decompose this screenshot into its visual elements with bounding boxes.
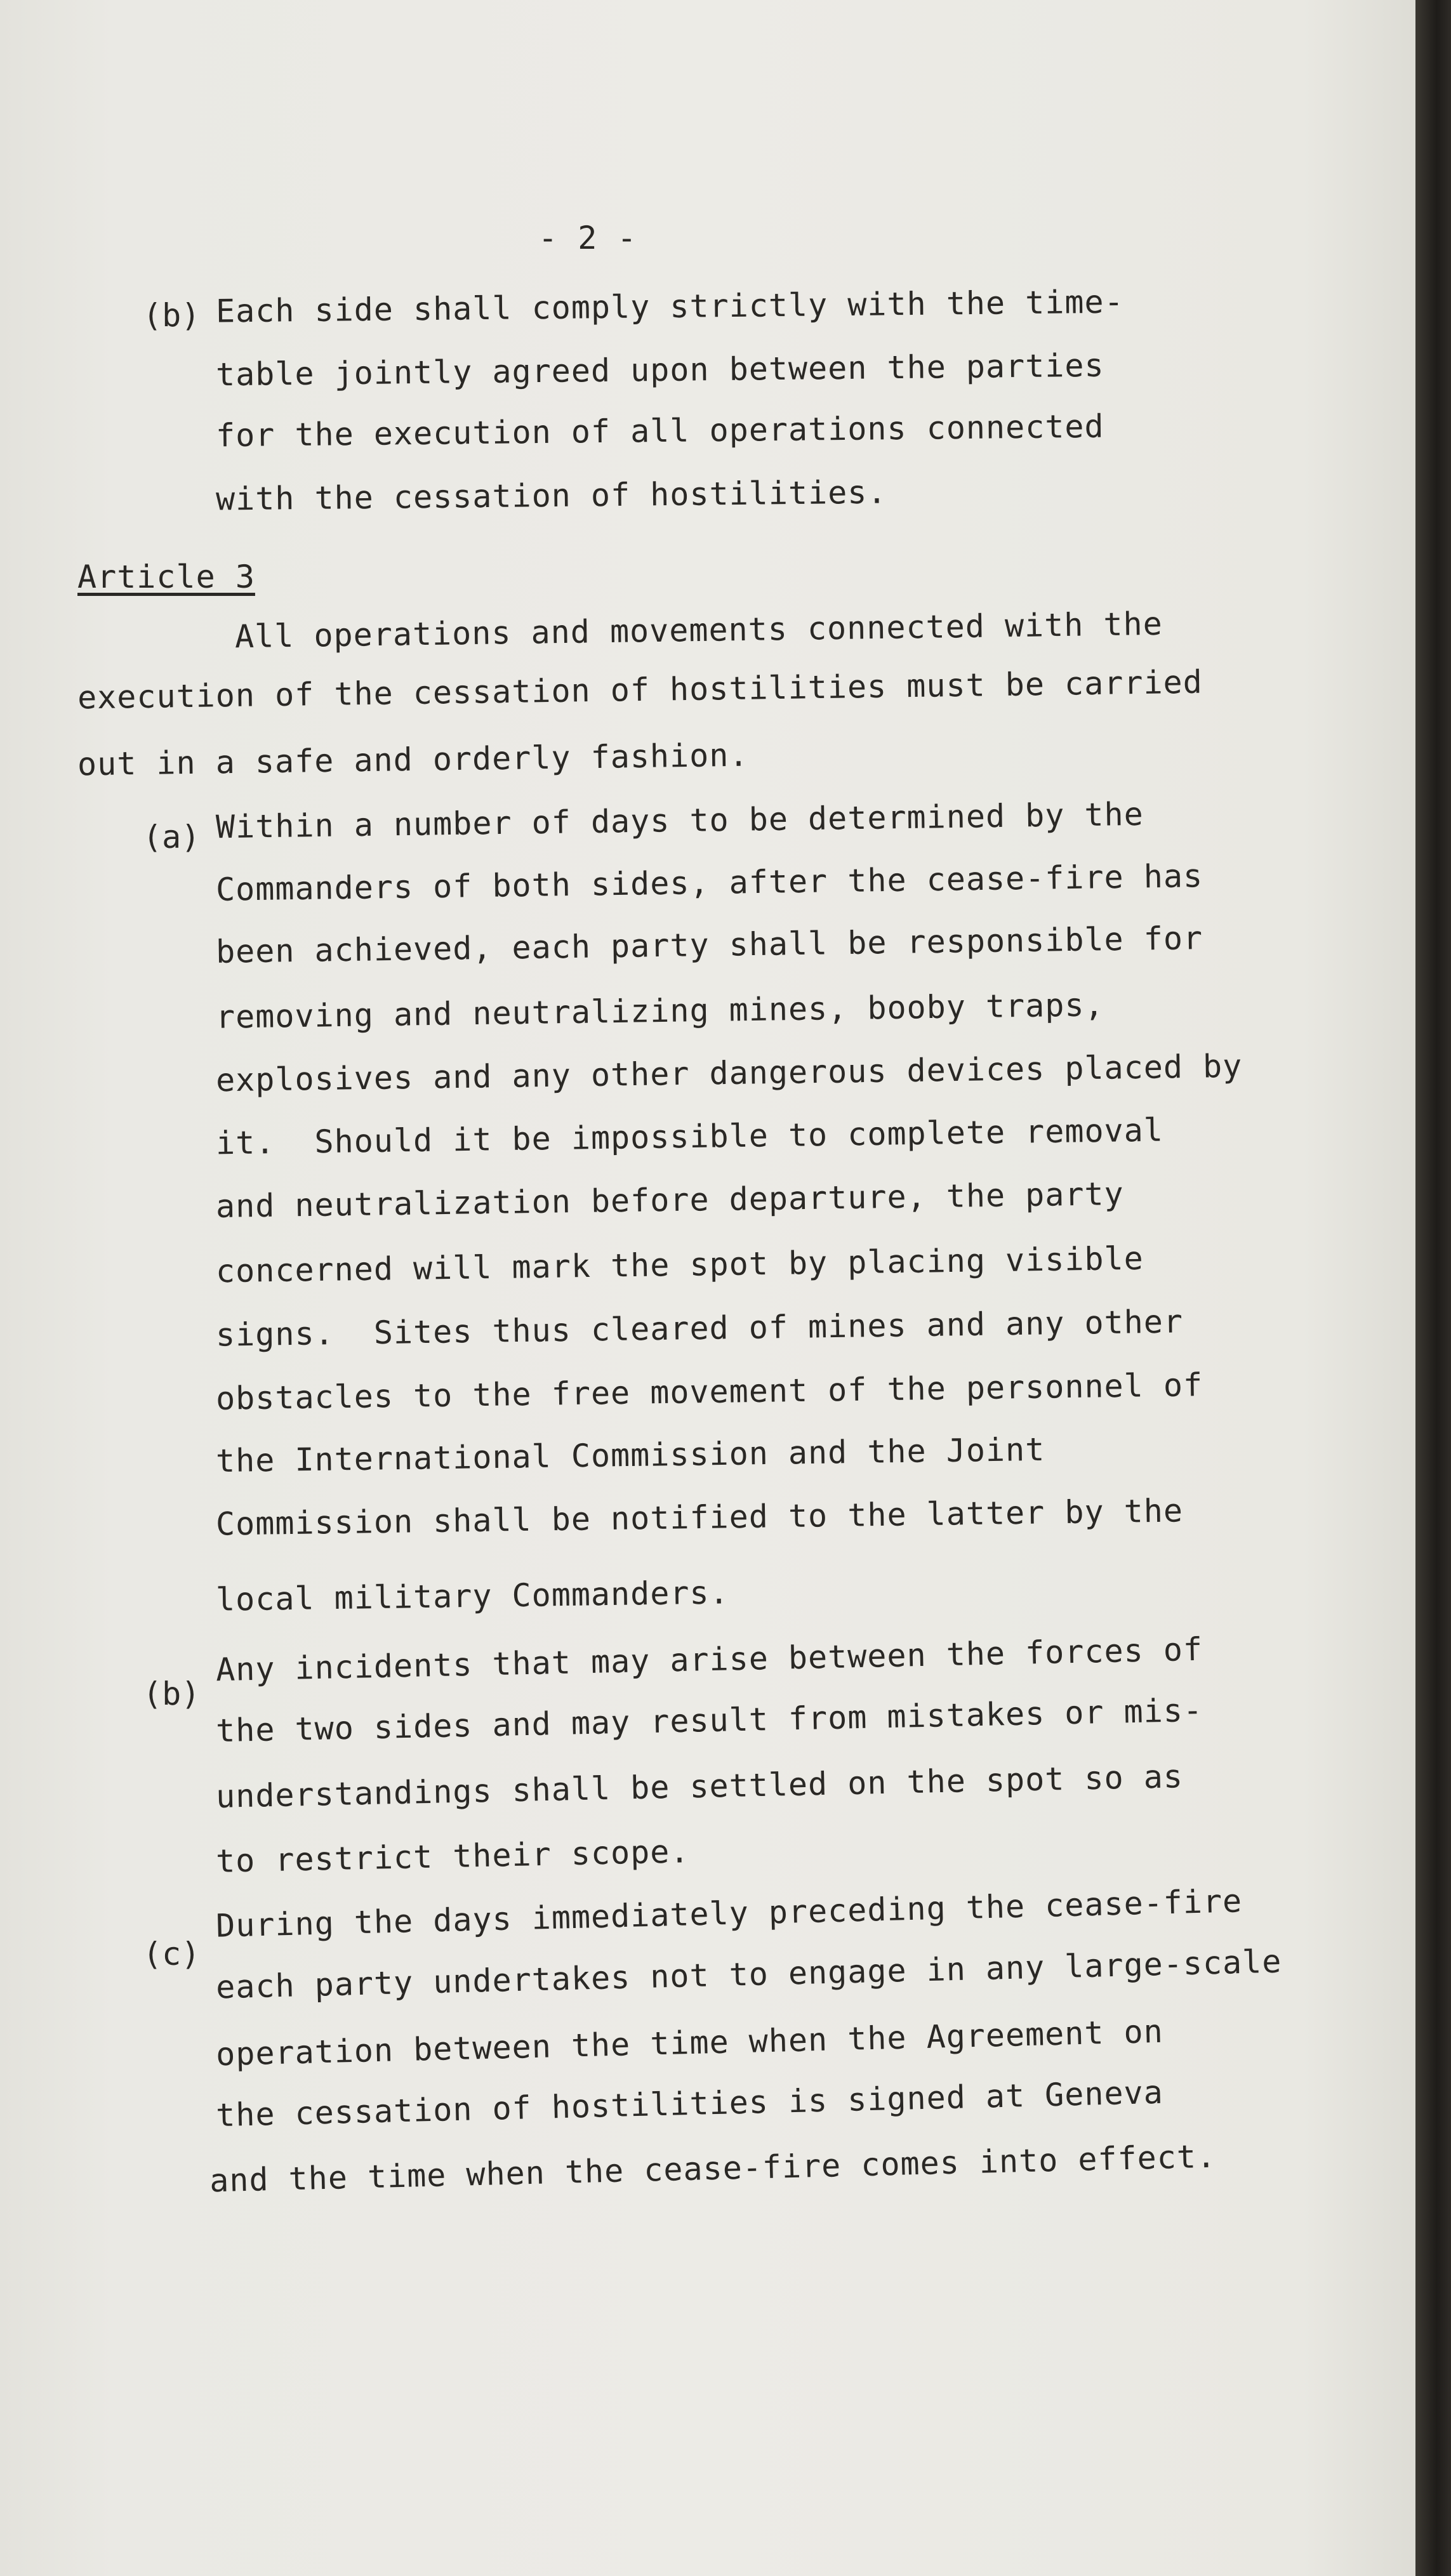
item-a-line: Within a number of days to be determined by the xyxy=(215,795,1144,846)
item-a-line: the International Commission and the Joint xyxy=(215,1430,1045,1480)
item-c-line: During the days immediately preceding the cease-fire xyxy=(215,1882,1243,1945)
article-intro-line: All operations and movements connected with the xyxy=(234,605,1163,656)
item-a-marker: (a) xyxy=(143,819,201,855)
item-a-line: been achieved, each party shall be responsible for xyxy=(215,920,1203,970)
para-b-line: table jointly agreed upon between the parties xyxy=(215,347,1104,393)
item-c-marker: (c) xyxy=(143,1936,201,1972)
item-b-line: the two sides and may result from mistakes or mis- xyxy=(215,1691,1203,1750)
item-b-line: understandings shall be settled on the spot so as xyxy=(215,1758,1184,1815)
item-a-line: obstacles to the free movement of the personnel of xyxy=(215,1366,1203,1417)
article-intro-line: execution of the cessation of hostilities must be carried xyxy=(77,663,1203,717)
item-b-marker: (b) xyxy=(143,1675,201,1712)
item-a-line: it. Should it be impossible to complete removal xyxy=(215,1111,1164,1162)
page-edge-shadow xyxy=(1415,0,1451,2576)
item-b-line: Any incidents that may arise between the forces of xyxy=(215,1630,1203,1689)
item-c-line: the cessation of hostilities is signed at Geneva xyxy=(215,2073,1164,2134)
para-b-marker: (b) xyxy=(143,297,201,334)
para-b-line: Each side shall comply strictly with the time- xyxy=(215,283,1124,330)
item-a-line: Commanders of both sides, after the cease-fire has xyxy=(215,857,1203,908)
item-a-line: removing and neutralizing mines, booby traps, xyxy=(215,986,1104,1036)
article-heading: Article 3 xyxy=(77,558,255,595)
item-a-line: and neutralization before departure, the party xyxy=(215,1175,1125,1225)
item-c-line: operation between the time when the Agreement on xyxy=(215,2012,1164,2073)
item-a-line: concerned will mark the spot by placing visible xyxy=(215,1239,1144,1290)
item-b-line: to restrict their scope. xyxy=(215,1833,690,1880)
item-c-line: each party undertakes not to engage in any large-scale xyxy=(215,1943,1283,2006)
article-intro-line: out in a safe and orderly fashion. xyxy=(77,736,749,783)
page-number: - 2 - xyxy=(538,220,637,256)
item-a-line: local military Commanders. xyxy=(215,1574,730,1618)
item-a-line: signs. Sites thus cleared of mines and any other xyxy=(215,1303,1184,1354)
item-c-line: and the time when the cease-fire comes into effect. xyxy=(209,2137,1217,2200)
para-b-line: with the cessation of hostilities. xyxy=(215,473,887,518)
para-b-line: for the execution of all operations connected xyxy=(215,407,1104,454)
item-a-line: Commission shall be notified to the latter by the xyxy=(215,1492,1184,1543)
item-a-line: explosives and any other dangerous devices placed by xyxy=(215,1047,1243,1099)
